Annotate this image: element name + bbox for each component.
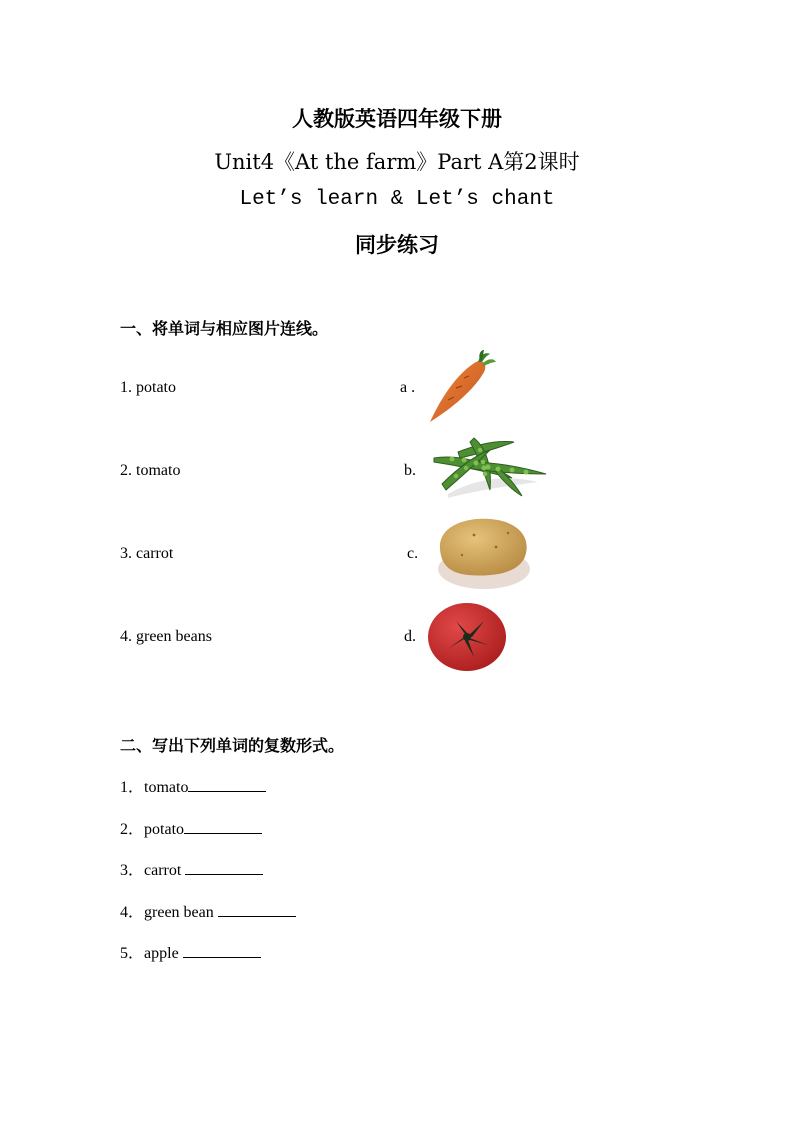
potato-icon [434, 517, 532, 591]
item-word: tomato [144, 779, 189, 796]
answer-blank[interactable] [184, 819, 262, 834]
item-word: potato [144, 821, 185, 838]
section-2-heading: 二、写出下列单词的复数形式。 [120, 736, 345, 755]
plural-item [120, 774, 266, 797]
plural-item [120, 940, 261, 963]
green-beans-icon [428, 432, 548, 500]
match-word-green-beans: 4. green beans [120, 628, 212, 645]
worksheet-title: 人教版英语四年级下册 [292, 106, 502, 131]
match-word-tomato: 2. tomato [120, 462, 181, 479]
item-word: carrot [144, 862, 182, 879]
unit-title: Unit4《At the farm》Part A第2课时 [214, 150, 580, 174]
lesson-title: Let’s learn & Let’s chant [239, 188, 555, 211]
item-number: 2． [120, 821, 145, 838]
plural-item [120, 899, 296, 922]
item-number: 1． [120, 779, 145, 796]
section-1-heading: 一、将单词与相应图片连线。 [120, 319, 329, 338]
match-letter-b: b. [404, 462, 416, 479]
item-word: green bean [144, 904, 214, 921]
item-number: 3． [120, 862, 145, 879]
answer-blank[interactable] [188, 777, 266, 792]
match-letter-d: d. [404, 628, 416, 645]
tomato-icon [426, 601, 510, 673]
item-number: 5． [120, 945, 145, 962]
plural-item [120, 816, 262, 839]
match-letter-a: a . [400, 379, 416, 396]
answer-blank[interactable] [218, 902, 296, 917]
answer-blank[interactable] [183, 943, 261, 958]
match-word-potato: 1. potato [120, 379, 176, 396]
item-number: 4． [120, 904, 145, 921]
practice-title: 同步练习 [355, 232, 439, 257]
item-word: apple [144, 945, 179, 962]
carrot-icon [426, 350, 500, 425]
match-word-carrot: 3. carrot [120, 545, 174, 562]
plural-item [120, 857, 263, 880]
answer-blank[interactable] [185, 860, 263, 875]
match-letter-c: c. [407, 545, 419, 562]
